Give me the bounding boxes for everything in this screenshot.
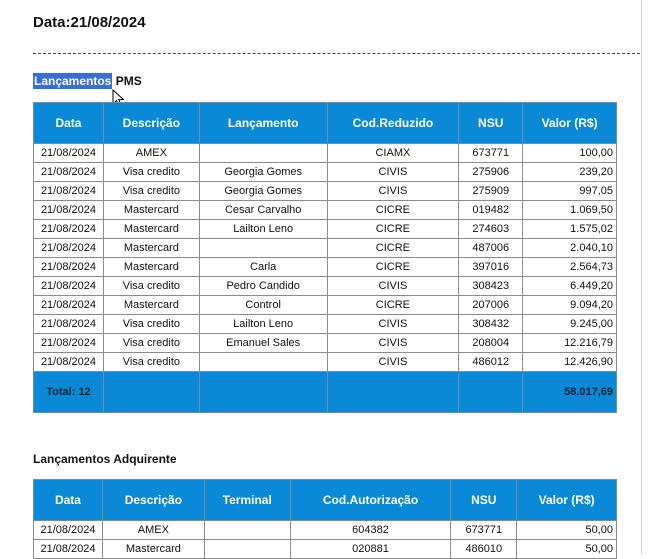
cell-lancamento: [199, 144, 327, 163]
cell-lancamento: Control: [199, 296, 327, 315]
cell-lancamento: Lailton Leno: [199, 315, 327, 334]
cell-cod-autorizacao: 604382: [290, 521, 451, 540]
adquirente-table-header-row: [34, 480, 617, 521]
cell-descricao: Mastercard: [102, 540, 204, 559]
cell-descricao: AMEX: [102, 521, 204, 540]
page-title: Data:21/08/2024: [33, 14, 146, 31]
cell-data: 21/08/2024: [34, 540, 103, 559]
cell-descricao: Visa credito: [103, 163, 199, 182]
cell-nsu: 208004: [459, 334, 523, 353]
cell-data: 21/08/2024: [34, 201, 104, 220]
cell-nsu: 487006: [459, 239, 523, 258]
cell-data: 21/08/2024: [34, 182, 104, 201]
cell-lancamento: Georgia Gomes: [199, 182, 327, 201]
cell-descricao: Mastercard: [103, 220, 199, 239]
header-valor: Valor (R$): [523, 103, 617, 144]
page-edge-line: [641, 0, 642, 555]
table-row: [34, 315, 617, 334]
cell-lancamento: Pedro Candido: [199, 277, 327, 296]
header-data: Data: [34, 103, 104, 144]
cell-cod-reduzido: CIVIS: [327, 163, 459, 182]
header-data: Data: [34, 480, 103, 521]
cell-valor: 6.449,20: [523, 277, 617, 296]
cell-cod-reduzido: CIVIS: [327, 277, 459, 296]
cell-data: 21/08/2024: [34, 353, 104, 372]
cell-data: 21/08/2024: [34, 334, 104, 353]
selected-text[interactable]: Lançamentos: [34, 74, 112, 88]
cell-data: 21/08/2024: [34, 315, 104, 334]
section-title-rest: PMS: [115, 74, 142, 88]
pms-table-header-row: [34, 103, 617, 144]
cell-lancamento: Cesar Carvalho: [199, 201, 327, 220]
cell-valor: 9.245,00: [523, 315, 617, 334]
cell-nsu: 308423: [459, 277, 523, 296]
header-nsu: NSU: [459, 103, 523, 144]
table-row: [34, 540, 617, 559]
total-empty: [327, 372, 459, 413]
cell-nsu: 019482: [459, 201, 523, 220]
cell-data: 21/08/2024: [34, 220, 104, 239]
table-row: [34, 353, 617, 372]
cell-descricao: Mastercard: [103, 201, 199, 220]
cell-nsu: 673771: [451, 521, 517, 540]
header-cod-autorizacao: Cod.Autorização: [290, 480, 451, 521]
header-valor: Valor (R$): [517, 480, 617, 521]
cell-descricao: Visa credito: [103, 277, 199, 296]
table-row: [34, 220, 617, 239]
cell-data: 21/08/2024: [34, 258, 104, 277]
cell-valor: 1.069,50: [523, 201, 617, 220]
total-empty: [103, 372, 199, 413]
total-empty: [199, 372, 327, 413]
cell-valor: 100,00: [523, 144, 617, 163]
header-lancamento: Lançamento: [199, 103, 327, 144]
total-value: 58.017,69: [523, 372, 617, 413]
cell-valor: 2.564,73: [523, 258, 617, 277]
cell-nsu: 673771: [459, 144, 523, 163]
cell-valor: 50,00: [517, 540, 617, 559]
cell-terminal: [204, 540, 290, 559]
cell-terminal: [204, 521, 290, 540]
total-label: Total: 12: [34, 372, 104, 413]
header-descricao: Descrição: [103, 103, 199, 144]
table-row: [34, 201, 617, 220]
cell-cod-reduzido: CIAMX: [327, 144, 459, 163]
section-title-pms: [33, 74, 142, 88]
total-empty: [459, 372, 523, 413]
table-row: [34, 521, 617, 540]
cell-nsu: 486012: [459, 353, 523, 372]
cell-valor: 50,00: [517, 521, 617, 540]
cell-lancamento: [199, 353, 327, 372]
cell-cod-autorizacao: 020881: [290, 540, 451, 559]
adquirente-table: [33, 479, 617, 559]
cell-cod-reduzido: CICRE: [327, 201, 459, 220]
cell-cod-reduzido: CICRE: [327, 239, 459, 258]
cell-cod-reduzido: CICRE: [327, 296, 459, 315]
cell-nsu: 275909: [459, 182, 523, 201]
cell-lancamento: Georgia Gomes: [199, 163, 327, 182]
cell-data: 21/08/2024: [34, 163, 104, 182]
cell-lancamento: Emanuel Sales: [199, 334, 327, 353]
cell-data: 21/08/2024: [34, 277, 104, 296]
cell-descricao: Visa credito: [103, 353, 199, 372]
cell-descricao: Mastercard: [103, 296, 199, 315]
cell-cod-reduzido: CIVIS: [327, 182, 459, 201]
cell-descricao: AMEX: [103, 144, 199, 163]
dashed-divider: [33, 53, 640, 54]
cell-descricao: Visa credito: [103, 334, 199, 353]
table-row: [34, 296, 617, 315]
cell-cod-reduzido: CIVIS: [327, 315, 459, 334]
cell-descricao: Mastercard: [103, 239, 199, 258]
cell-lancamento: [199, 239, 327, 258]
cell-cod-reduzido: CIVIS: [327, 353, 459, 372]
cell-nsu: 207006: [459, 296, 523, 315]
table-row: [34, 182, 617, 201]
pms-table: [33, 102, 617, 413]
cell-valor: 9.094,20: [523, 296, 617, 315]
table-row: [34, 258, 617, 277]
cell-nsu: 275906: [459, 163, 523, 182]
header-cod-reduzido: Cod.Reduzido: [327, 103, 459, 144]
cell-cod-reduzido: CICRE: [327, 220, 459, 239]
header-descricao: Descrição: [102, 480, 204, 521]
cell-valor: 239,20: [523, 163, 617, 182]
cell-nsu: 274603: [459, 220, 523, 239]
cell-data: 21/08/2024: [34, 144, 104, 163]
cell-nsu: 308432: [459, 315, 523, 334]
cell-data: 21/08/2024: [34, 521, 103, 540]
cell-valor: 1.575,02: [523, 220, 617, 239]
cell-descricao: Visa credito: [103, 182, 199, 201]
section-title-adquirente: Lançamentos Adquirente: [33, 452, 177, 466]
cell-cod-reduzido: CICRE: [327, 258, 459, 277]
table-row: [34, 163, 617, 182]
cell-nsu: 397016: [459, 258, 523, 277]
cell-valor: 12.426,90: [523, 353, 617, 372]
cell-descricao: Mastercard: [103, 258, 199, 277]
table-row: [34, 144, 617, 163]
cell-descricao: Visa credito: [103, 315, 199, 334]
cell-lancamento: Carla: [199, 258, 327, 277]
pms-total-row: [34, 372, 617, 413]
cell-valor: 2.040,10: [523, 239, 617, 258]
table-row: [34, 239, 617, 258]
table-row: [34, 277, 617, 296]
cell-valor: 997,05: [523, 182, 617, 201]
cell-valor: 12.216,79: [523, 334, 617, 353]
cell-lancamento: Lailton Leno: [199, 220, 327, 239]
cell-data: 21/08/2024: [34, 296, 104, 315]
cell-cod-reduzido: CIVIS: [327, 334, 459, 353]
cell-data: 21/08/2024: [34, 239, 104, 258]
header-terminal: Terminal: [204, 480, 290, 521]
cell-nsu: 486010: [451, 540, 517, 559]
table-row: [34, 334, 617, 353]
header-nsu: NSU: [451, 480, 517, 521]
